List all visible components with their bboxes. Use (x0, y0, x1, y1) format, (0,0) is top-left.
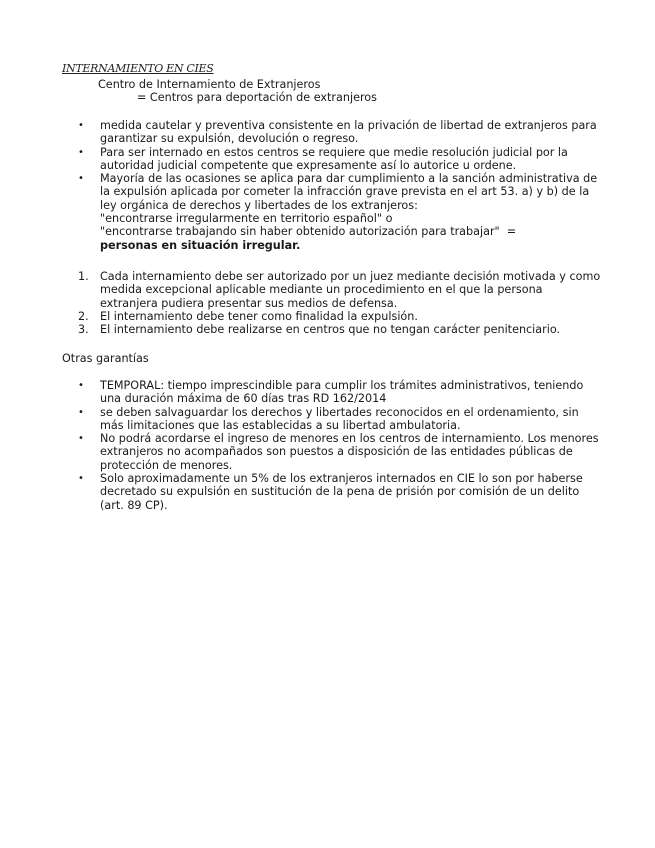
list-item: • No podrá acordarse el ingreso de menores en los centros de internamiento. Los menores extranjeros no acompañados son puestos a disposición de las entidades públicas de protección de menores. (62, 432, 602, 472)
list-text: El internamiento debe tener como finalidad la expulsión. (100, 309, 418, 323)
list-number: 2. (78, 309, 89, 323)
list-text: El internamiento debe realizarse en centros que no tengan carácter penitenciario. (100, 323, 561, 337)
list-item: • medida cautelar y preventiva consistente en la privación de libertad de extranjeros para garantizar su expulsión, devolución o regreso. (62, 119, 602, 146)
bullet-quote-1: "encontrarse irregularmente en territorio español" o (100, 212, 393, 226)
list-item (62, 310, 602, 323)
list-item (62, 270, 602, 310)
subtitle-cie: Centro de Internamiento de Extranjeros (98, 78, 321, 91)
bullet-list-definition (62, 119, 602, 252)
list-text: Cada internamiento debe ser autorizado por un juez mediante decisión motivada y como medida excepcional aplicable mediante un procedimiento en el que la persona extranjera pudiera presentar sus medios de defensa. (100, 270, 601, 310)
list-item (62, 323, 602, 336)
bullet-list-guarantees (62, 379, 602, 512)
document-title: INTERNAMIENTO EN CIES (62, 62, 214, 75)
section-label: Otras garantías (62, 352, 149, 365)
list-item: • se deben salvaguardar los derechos y libertades reconocidos en el ordenamiento, sin más limitaciones que las establecidas a su libertad ambulatoria. (62, 406, 602, 433)
list-item: • Solo aproximadamente un 5% de los extranjeros internados en CIE lo son por haberse decretado su expulsión en sustitución de la pena de prisión por comisión de un delito (art. 89 CP). (62, 472, 602, 512)
list-number: 1. (78, 270, 89, 283)
list-item: • Para ser internado en estos centros se requiere que medie resolución judicial por la autoridad judicial competente que expresamente así lo autorice u ordene. (62, 146, 602, 173)
bullet-bold-conclusion: personas en situación irregular. (100, 238, 301, 252)
bullet-quote-2: "encontrarse trabajando sin haber obtenido autorización para trabajar" = (100, 225, 517, 239)
numbered-list-requirements (62, 270, 602, 336)
subtitle-definition: = Centros para deportación de extranjeros (137, 91, 377, 104)
list-item (62, 172, 602, 252)
list-item: • TEMPORAL: tiempo imprescindible para cumplir los trámites administrativos, teniendo una duración máxima de 60 días tras RD 162/2014 (62, 379, 602, 406)
list-number: 3. (78, 323, 89, 337)
bullet-text: Mayoría de las ocasiones se aplica para dar cumplimiento a la sanción administrativa de la expulsión aplicada por cometer la infracción grave prevista en el art 53. a) y b) de la ley orgánica de derechos y libertades de los extranjeros: (100, 172, 598, 212)
